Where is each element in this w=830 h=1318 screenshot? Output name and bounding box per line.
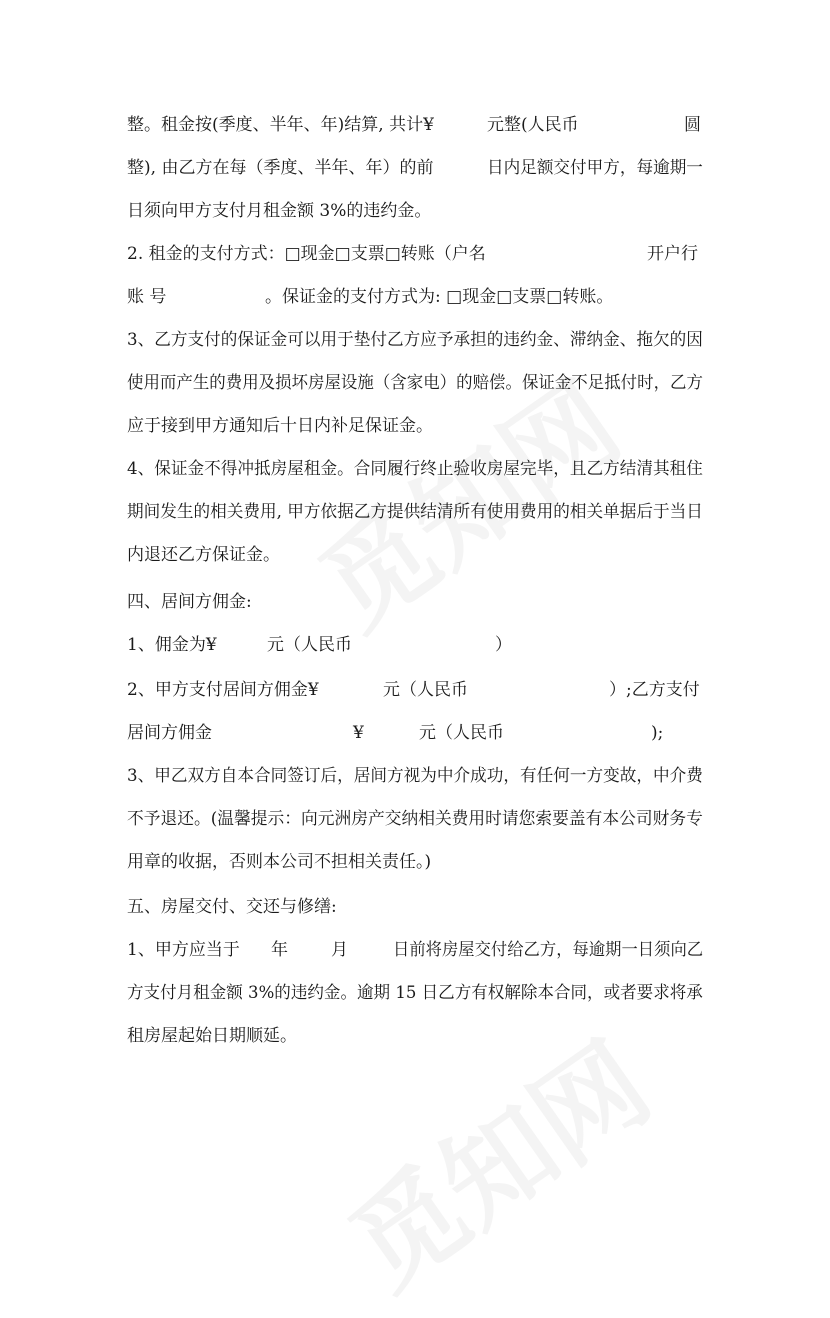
text-segment: 账 号 bbox=[127, 287, 167, 307]
text-segment: 年 bbox=[271, 940, 288, 960]
text-segment: 元（人民币 bbox=[383, 680, 468, 700]
text-line bbox=[127, 1024, 703, 1048]
text-segment: 2. 租金的支付方式：□现金□支票□转账（户名 bbox=[127, 244, 486, 264]
text-segment: 整), 由乙方在每（季度、半年、年）的前 bbox=[127, 158, 434, 178]
text-line bbox=[127, 633, 703, 657]
text-segment: 。保证金的支付方式为: □现金□支票□转账。 bbox=[265, 287, 614, 307]
text-segment: 日内足额交付甲方，每逾期一 bbox=[487, 158, 703, 178]
text-segment: 居间方佣金 bbox=[127, 723, 212, 743]
text-segment: ¥ bbox=[353, 723, 364, 743]
text-line bbox=[127, 156, 703, 180]
text-segment: 整。租金按(季度、半年、年)结算, 共计¥ bbox=[127, 115, 434, 135]
text-line bbox=[127, 328, 703, 352]
text-line bbox=[127, 721, 703, 745]
text-segment: 期间发生的相关费用, 甲方依据乙方提供结清所有使用费用的相关单据后于当日 bbox=[127, 502, 703, 522]
text-line bbox=[127, 764, 703, 788]
text-segment: ） bbox=[495, 635, 512, 655]
text-segment: 内退还乙方保证金。 bbox=[127, 545, 280, 565]
section-heading bbox=[127, 590, 703, 614]
text-line bbox=[127, 199, 703, 223]
text-line bbox=[127, 981, 703, 1005]
text-segment: 开户行 bbox=[647, 244, 698, 264]
text-line bbox=[127, 113, 703, 137]
text-segment: 元整(人民币 bbox=[487, 115, 579, 135]
text-line bbox=[127, 678, 703, 702]
text-segment: 2、甲方支付居间方佣金¥ bbox=[127, 680, 319, 700]
text-segment: 使用而产生的费用及损坏房屋设施（含家电）的赔偿。保证金不足抵付时，乙方 bbox=[127, 373, 703, 393]
text-segment: 五、房屋交付、交还与修缮: bbox=[127, 897, 337, 917]
text-segment: 月 bbox=[331, 940, 348, 960]
text-segment: 四、居间方佣金: bbox=[127, 592, 252, 612]
text-line bbox=[127, 242, 703, 266]
text-line bbox=[127, 543, 703, 567]
text-segment: 方支付月租金额 3%的违约金。逾期 15 日乙方有权解除本合同，或者要求将承 bbox=[127, 983, 703, 1003]
text-segment: 3、甲乙双方自本合同签订后，居间方视为中介成功，有任何一方变故，中介费 bbox=[127, 766, 703, 786]
text-line bbox=[127, 285, 703, 309]
text-segment: 日须向甲方支付月租金额 3%的违约金。 bbox=[127, 201, 432, 221]
text-segment: 圆 bbox=[684, 115, 701, 135]
text-segment: 用章的收据，否则本公司不担相关责任。) bbox=[127, 852, 432, 872]
text-segment: 元（人民币 bbox=[419, 723, 504, 743]
text-segment: 日前将房屋交付给乙方，每逾期一日须向乙 bbox=[393, 940, 704, 960]
text-segment: 3、乙方支付的保证金可以用于垫付乙方应予承担的违约金、滞纳金、拖欠的因 bbox=[127, 330, 703, 350]
text-segment: 1、佣金为¥ bbox=[127, 635, 217, 655]
text-segment: ); bbox=[651, 723, 664, 743]
text-segment: ）;乙方支付 bbox=[609, 680, 700, 700]
section-heading bbox=[127, 895, 703, 919]
text-segment: 租房屋起始日期顺延。 bbox=[127, 1026, 297, 1046]
text-line bbox=[127, 500, 703, 524]
text-line bbox=[127, 807, 703, 831]
text-line bbox=[127, 457, 703, 481]
text-line bbox=[127, 938, 703, 962]
text-segment: 应于接到甲方通知后十日内补足保证金。 bbox=[127, 416, 433, 436]
text-segment: 不予退还。(温馨提示：向元洲房产交纳相关费用时请您索要盖有本公司财务专 bbox=[127, 809, 703, 829]
text-segment: 4、保证金不得冲抵房屋租金。合同履行终止验收房屋完毕，且乙方结清其租住 bbox=[127, 459, 703, 479]
text-segment: 1、甲方应当于 bbox=[127, 940, 240, 960]
text-line bbox=[127, 371, 703, 395]
text-line bbox=[127, 850, 703, 874]
text-segment: 元（人民币 bbox=[267, 635, 352, 655]
text-line bbox=[127, 414, 703, 438]
